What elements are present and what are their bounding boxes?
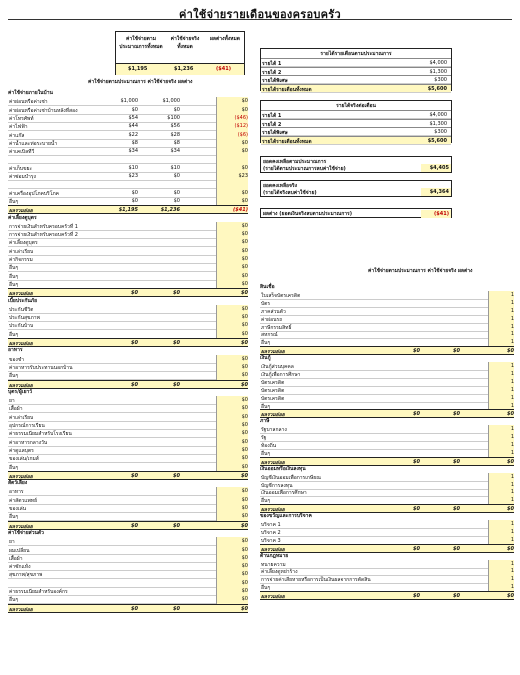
- subtotal-label: ผลรวมย่อย: [9, 341, 33, 347]
- subtotal-row: [8, 380, 248, 389]
- row-label: ค่าผ่อนหรือค่าเช่า: [9, 99, 48, 106]
- row-label: รัฐ: [261, 435, 267, 442]
- category-label: ค่าเลี้ยงดูบุตร: [8, 214, 37, 221]
- diff-value: 1: [510, 394, 514, 401]
- subtotal-act: $0: [173, 472, 180, 479]
- diff-value: $0: [241, 189, 248, 196]
- diff-box: [260, 208, 452, 218]
- subtotal-diff: $0: [241, 605, 248, 612]
- row-label: บัตรเครดิต: [261, 379, 285, 386]
- category-label: ค่าใช้จ่ายส่วนตัว: [8, 529, 44, 536]
- row-label: ประกันสุขภาพ: [9, 315, 40, 322]
- subtotal-row: [8, 288, 248, 297]
- row-label: อื่นๆ: [261, 585, 271, 592]
- right-section-header: ค่าใช้จ่ายตามประมาณการ ค่าใช้จ่ายจริง ผลต่าง: [368, 268, 473, 274]
- income-value: $5,600: [427, 85, 447, 92]
- row-label: ค่าเก็บขยะ: [9, 165, 33, 172]
- row-label: เงินกู้เพื่อการศึกษา: [261, 371, 301, 378]
- row-label: การจ่ายเงินสำหรับครอบครัวที่ 2: [9, 232, 78, 239]
- subtotal-est: $0: [131, 472, 138, 479]
- right-top-column: [260, 48, 452, 223]
- balance_act-box: [260, 180, 452, 197]
- subtotal-row: [260, 544, 514, 553]
- row-label: ค่าเลี้ยงดูบุตร: [9, 240, 38, 247]
- row-label: เงินออมเพื่อการศึกษา: [261, 490, 307, 497]
- diff-value: $0: [241, 422, 248, 428]
- row-label: ของชำ: [9, 356, 25, 363]
- income_act-box: [260, 100, 452, 143]
- row-label: อุปกรณ์การเรียน: [9, 423, 45, 429]
- category-label: ของขวัญและการบริจาค: [260, 513, 312, 520]
- subtotal-act: $0: [173, 381, 180, 388]
- est-value: $0: [131, 197, 138, 204]
- row-label: อื่นๆ: [9, 514, 19, 521]
- diff-value: 1: [510, 576, 514, 583]
- row-label: ของเล่น/เกมส์: [9, 456, 39, 463]
- title-rule: [8, 19, 512, 20]
- row-label: ค่าอาหารรับประทานนอกบ้าน: [9, 364, 73, 371]
- subtotal-est: $0: [131, 381, 138, 388]
- income-value: $4,000: [429, 112, 447, 118]
- balance_est-label: ยอดคงเหลือตามประมาณการ: [263, 159, 327, 165]
- row-label: เสื้อผ้า: [9, 406, 23, 413]
- row-label: ค่าผ่อนหรือค่าเช่าบ้านหลังที่สอง: [9, 107, 78, 114]
- income_act-header: รายได้จริงต่อเดือน: [336, 103, 376, 109]
- row-label: บริจาค 1: [261, 522, 281, 528]
- income-value: $4,000: [429, 60, 447, 66]
- subtotal-label: ผลรวมย่อย: [261, 459, 285, 466]
- diff-value: ($12): [234, 123, 248, 130]
- row-label: ค่าเล่าเรียน: [9, 248, 34, 255]
- row-label: ประกันบ้าน: [9, 323, 34, 330]
- subtotal-est: $0: [413, 348, 420, 355]
- diff-value: 1: [510, 402, 514, 409]
- income-label: รายได้ 2: [262, 121, 282, 128]
- row-label: รัฐบาลกลาง: [261, 427, 287, 434]
- subtotal-act: $0: [173, 340, 180, 346]
- balance_act-value-cell: [421, 188, 451, 196]
- row-label: ค่าซ่อมบำรุง: [9, 174, 36, 180]
- diff-value: $0: [241, 197, 248, 204]
- category-label: ภาษี: [260, 418, 270, 425]
- row-label: ใบเสร็จบัตรเครดิต: [261, 292, 301, 299]
- diff-value: $0: [241, 247, 248, 254]
- subtotal-diff: $0: [507, 593, 514, 600]
- diff-value: $0: [241, 446, 248, 453]
- row-label: บัญชีการลงทุน: [261, 482, 293, 489]
- diff-value: ($46): [234, 114, 248, 121]
- diff-value: $0: [241, 314, 248, 321]
- row-label: อื่นๆ: [9, 464, 19, 471]
- diff-value: 1: [510, 323, 514, 330]
- category-label: อาหาร: [8, 347, 23, 354]
- diff-value: 1: [510, 307, 514, 314]
- diff-value: 1: [510, 315, 514, 322]
- row-label: อื่นๆ: [261, 498, 271, 505]
- summary-header-diff: ผลต่างทั้งหมด: [209, 36, 241, 42]
- subtotal-label: ผลรวมย่อย: [9, 523, 33, 530]
- diff-value: 1: [510, 489, 514, 496]
- diff-value: $0: [241, 256, 248, 262]
- row-label: อื่นๆ: [9, 597, 19, 604]
- category-label: สัตว์เลี้ยง: [8, 480, 28, 487]
- balance_est-box: [260, 156, 452, 173]
- diff-value: 1: [510, 481, 514, 488]
- diff-value: 1: [510, 434, 514, 441]
- diff-value: $0: [241, 305, 248, 312]
- subtotal-act: $0: [453, 593, 460, 600]
- diff-value: ($6): [237, 131, 248, 138]
- act-value: $100: [167, 114, 180, 121]
- row-label: อื่นๆ: [261, 450, 271, 457]
- income-row: [261, 136, 451, 145]
- diff-value: 1: [510, 363, 514, 369]
- subtotal-est: $0: [413, 458, 420, 465]
- subtotal-est: $0: [413, 545, 420, 552]
- income-label: รายได้พิเศษ: [262, 130, 288, 136]
- row-label: ค่าดูแลบุตร: [9, 447, 34, 454]
- subtotal-act: $0: [173, 605, 180, 612]
- row-label: บริจาค 2: [261, 529, 281, 536]
- subtotal-diff: $0: [241, 472, 248, 479]
- diff-value: $0: [241, 455, 248, 462]
- row-label: ค่าโทรศัพท์: [9, 115, 34, 122]
- diff-value: 1: [510, 331, 514, 338]
- row-label: เงินกู้ส่วนบุคคล: [261, 364, 294, 370]
- diff-value: 1: [510, 426, 514, 433]
- row-label: ค่าเลี้ยงดูหย่าร้าง: [261, 569, 298, 576]
- income-value: $300: [434, 77, 447, 83]
- diff-value: 1: [510, 339, 514, 346]
- subtotal-act: $0: [453, 348, 460, 355]
- diff-value: $0: [241, 413, 248, 420]
- diff-value: $0: [241, 148, 248, 155]
- subtotal-label: ผลรวมย่อย: [261, 412, 285, 419]
- diff-value: 1: [510, 370, 514, 377]
- subtotal-est: $0: [413, 506, 420, 513]
- subtotal-act: $0: [453, 506, 460, 513]
- subtotal-row: [260, 346, 514, 355]
- subtotal-diff: $0: [507, 545, 514, 552]
- row-label: ค่าเล่าเรียน: [9, 414, 34, 421]
- diff-value: $0: [241, 463, 248, 470]
- diff-value: $0: [241, 430, 248, 437]
- act-value: $1,000: [162, 98, 180, 105]
- row-label: อื่นๆ: [9, 273, 19, 280]
- act-value: $0: [173, 189, 180, 196]
- subtotal-diff: $0: [507, 458, 514, 465]
- summary-total-act: $1,236: [174, 66, 194, 72]
- subtotal-est: $0: [131, 605, 138, 612]
- row-label: ท้องถิ่น: [261, 443, 277, 449]
- row-label: ประกันชีวิต: [9, 306, 34, 313]
- subtotal-row: [8, 604, 248, 613]
- subtotal-diff: $0: [241, 340, 248, 346]
- subtotal-label: ผลรวมย่อย: [9, 208, 33, 215]
- act-value: $10: [170, 164, 180, 171]
- diff-value: 1: [510, 584, 514, 591]
- subtotal-diff: ($41): [232, 207, 248, 214]
- balance_est-value-cell: [421, 164, 451, 172]
- diff-value: $0: [241, 280, 248, 287]
- est-value: $44: [128, 123, 138, 130]
- subtotal-act: $0: [453, 458, 460, 465]
- row-label: ค่าแก๊ส: [9, 132, 25, 139]
- act-value: $8: [173, 139, 180, 146]
- subtotal-act: $0: [173, 290, 180, 297]
- category-label: บุตร/ผู้เยาว์: [8, 388, 33, 395]
- subtotal-diff: $0: [507, 411, 514, 418]
- subtotal-row: [8, 471, 248, 480]
- diff-value: $0: [241, 363, 248, 370]
- subtotal-est: $0: [131, 290, 138, 297]
- row-label: ค่าน้ำและท่อระบายน้ำ: [9, 140, 58, 147]
- subtotal-diff: $0: [507, 348, 514, 355]
- row-label: ค่าไฟฟ้า: [9, 124, 28, 131]
- est-value: $54: [128, 114, 138, 121]
- category-label: เบี้ยประกันภัย: [8, 297, 38, 304]
- diff-value: $0: [241, 372, 248, 379]
- subtotal-est: $1,195: [118, 207, 138, 214]
- diff-label: ผลต่าง (ยอดเงินจริงลบตามประมาณการ): [263, 211, 353, 217]
- row-label: อาหาร: [9, 489, 24, 496]
- subtotal-act: $0: [453, 411, 460, 418]
- est-value: $0: [131, 189, 138, 196]
- subtotal-diff: $0: [241, 381, 248, 388]
- diff-value: 1: [510, 378, 514, 385]
- balance_est-value: $4,405: [429, 165, 449, 171]
- row-label: เสื้อผ้า: [9, 555, 23, 562]
- category-label: เงินออมหรือเงินลงทุน: [260, 465, 306, 472]
- income-value: $5,600: [427, 137, 447, 144]
- diff-value: 1: [510, 528, 514, 535]
- row-label: ค่าอาหารกลางวัน: [9, 439, 48, 446]
- page-title: ค่าใช้จ่ายรายเดือนของครอบครัว: [179, 8, 341, 21]
- row-label: ค่าสัตวแพทย์: [9, 497, 38, 504]
- row-label: อื่นๆ: [9, 281, 19, 288]
- income-row: [261, 84, 451, 93]
- diff-value: $23: [238, 173, 248, 179]
- row-label: สหกรณ์: [261, 332, 278, 339]
- diff-value: $0: [241, 563, 248, 570]
- diff-value-cell: [421, 210, 451, 218]
- subtotal-diff: $0: [241, 522, 248, 529]
- row-label: อื่นๆ: [9, 331, 19, 338]
- row-label: ยา: [9, 398, 15, 405]
- subtotal-diff: $0: [241, 290, 248, 297]
- income_est-header: รายได้รายเดือนตามประมาณการ: [320, 51, 392, 57]
- subtotal-est: $0: [413, 593, 420, 600]
- act-value: $0: [173, 197, 180, 204]
- diff-value: 1: [510, 560, 514, 567]
- subtotal-row: [260, 409, 514, 418]
- diff-value: 1: [510, 521, 514, 527]
- diff-value: 1: [510, 497, 514, 504]
- diff-value: 1: [510, 568, 514, 575]
- row-label: ค่ากิจกรรม: [9, 257, 33, 263]
- row-label: ค่าซักแห้ง: [9, 564, 31, 571]
- diff-value: $0: [241, 588, 248, 594]
- income-label: รายได้ 1: [262, 113, 282, 119]
- subtotal-act: $0: [453, 545, 460, 552]
- summary-values-row: [116, 63, 244, 75]
- diff-value: $0: [241, 496, 248, 503]
- balance_act-label: ยอดคงเหลือจริง: [263, 183, 298, 189]
- diff-value: $0: [241, 106, 248, 113]
- row-label: ภาษีกรรมสิทธิ์: [261, 324, 292, 331]
- income-label: รายได้รายเดือนทั้งหมด: [262, 138, 312, 145]
- income-label: รายได้ 2: [262, 69, 282, 76]
- act-value: $56: [170, 123, 180, 130]
- subtotal-label: ผลรวมย่อย: [261, 349, 285, 356]
- row-label: ของเล่น: [9, 506, 27, 512]
- row-label: การจ่ายค่าเสียหายหรือการเป็นเงินผลจากการตัดสิน: [261, 577, 371, 584]
- subtotal-label: ผลรวมย่อย: [261, 594, 285, 601]
- diff-value: $0: [241, 139, 248, 146]
- subtotal-est: $0: [131, 340, 138, 346]
- subtotal-act: $1,236: [160, 207, 180, 214]
- income-label: รายได้ 1: [262, 61, 282, 67]
- row-label: ค่าธรรมเนียมสำหรับองค์กร: [9, 589, 68, 595]
- row-label: บัตรเครดิต: [261, 395, 285, 402]
- row-label: บริจาค 3: [261, 537, 281, 544]
- subtotal-label: ผลรวมย่อย: [9, 606, 33, 613]
- row-label: บัตรเครดิต: [261, 387, 285, 394]
- subtotal-label: ผลรวมย่อย: [9, 291, 33, 298]
- income-value: $1,300: [429, 120, 447, 127]
- summary-header-act: ค่าใช้จ่ายจริงทั้งหมด: [170, 36, 200, 50]
- left-section-header: ค่าใช้จ่ายตามประมาณการ ค่าใช้จ่ายจริง ผลต่าง: [88, 79, 193, 85]
- summary-total-diff: ($41): [216, 66, 232, 72]
- diff-value: $0: [241, 239, 248, 246]
- row-label: ค่าเครื่องอุปโภคบริโภค: [9, 190, 60, 197]
- row-label: ผมเปลี่ยน: [9, 547, 30, 554]
- diff-value: $0: [241, 164, 248, 171]
- subtotal-label: ผลรวมย่อย: [9, 382, 33, 389]
- row-label: สุขภาพ/สุขภาพ: [9, 572, 43, 579]
- row-label: ค่าธรรมเนียมสำหรับโรงเรียน: [9, 431, 72, 438]
- est-value: $8: [131, 139, 138, 146]
- diff-value: $0: [241, 231, 248, 238]
- row-label: ยา: [9, 539, 15, 546]
- subtotal-diff: $0: [507, 506, 514, 513]
- row-label: ค่าเคเบิลทีวี: [9, 149, 35, 156]
- diff-value: $0: [241, 538, 248, 545]
- summary-total-est: $1,195: [128, 66, 148, 72]
- diff-value: $0: [241, 264, 248, 271]
- act-value: $34: [170, 148, 180, 155]
- diff-value: $0: [241, 488, 248, 495]
- balance_act-sublabel: (รายได้จริงลบค่าใช้จ่าย): [263, 190, 317, 196]
- balance_est-sublabel: (รายได้ตามประมาณการลบค่าใช้จ่าย): [263, 166, 346, 172]
- row-label: บัญชีเงินออมเพื่อการเกษียณ: [261, 474, 321, 481]
- est-value: $23: [128, 173, 138, 179]
- diff-value: ($41): [433, 211, 449, 217]
- subtotal-label: ผลรวมย่อย: [9, 473, 33, 480]
- row-label: อื่นๆ: [9, 198, 19, 205]
- category-label: เงินกู้: [260, 355, 271, 362]
- row-label: อื่นๆ: [261, 403, 271, 410]
- diff-value: $0: [241, 546, 248, 553]
- diff-value: $0: [241, 596, 248, 603]
- est-value: $0: [131, 106, 138, 113]
- diff-value: $0: [241, 554, 248, 561]
- income-label: รายได้พิเศษ: [262, 78, 288, 84]
- category-label: สินเชื่อ: [260, 284, 275, 290]
- subtotal-row: [8, 338, 248, 347]
- income-value: $300: [434, 129, 447, 135]
- est-value: $22: [128, 131, 138, 138]
- category-label: ด้านกฎหมาย: [260, 552, 289, 559]
- subtotal-label: ผลรวมย่อย: [261, 507, 285, 514]
- subtotal-est: $0: [131, 522, 138, 529]
- est-value: $34: [128, 148, 138, 155]
- row-label: ทนายความ: [261, 561, 286, 568]
- diff-value: $0: [241, 222, 248, 229]
- summary-header-est: ค่าใช้จ่ายตามประมาณการทั้งหมด: [119, 36, 163, 50]
- act-value: $28: [170, 131, 180, 138]
- diff-value: $0: [241, 513, 248, 520]
- row-label: บัตร: [261, 300, 271, 307]
- diff-value: $0: [241, 322, 248, 329]
- diff-value: 1: [510, 536, 514, 543]
- row-label: อื่นๆ: [261, 340, 271, 347]
- diff-value: $0: [241, 571, 248, 578]
- subtotal-act: $0: [173, 522, 180, 529]
- diff-value: 1: [510, 291, 514, 298]
- diff-value: $0: [241, 397, 248, 404]
- summary-table: [115, 31, 245, 75]
- income-label: รายได้รายเดือนทั้งหมด: [262, 86, 312, 93]
- diff-value: $0: [241, 330, 248, 337]
- row-label: ภาคส่วนตัว: [261, 308, 286, 315]
- diff-value: 1: [510, 473, 514, 480]
- row-label: ค่าผ่อนรถ: [261, 316, 283, 323]
- subtotal-row: [8, 205, 248, 214]
- diff-value: $0: [241, 405, 248, 412]
- subtotal-row: [8, 521, 248, 530]
- subtotal-label: ผลรวมย่อย: [261, 546, 285, 553]
- est-value: $10: [128, 164, 138, 171]
- balance_act-value: $4,364: [429, 189, 449, 195]
- diff-value: $0: [241, 579, 248, 586]
- diff-value: 1: [510, 299, 514, 306]
- row-label: อื่นๆ: [9, 265, 19, 272]
- act-value: $0: [173, 173, 180, 179]
- diff-value: 1: [510, 442, 514, 448]
- income_est-box: [260, 48, 452, 91]
- diff-value: $0: [241, 505, 248, 511]
- diff-value: $0: [241, 438, 248, 445]
- diff-value: $0: [241, 272, 248, 279]
- income-value: $1,300: [429, 68, 447, 75]
- left-column: [8, 89, 248, 669]
- diff-value: 1: [510, 449, 514, 456]
- diff-value: 1: [510, 386, 514, 393]
- row-label: การจ่ายเงินสำหรับครอบครัวที่ 1: [9, 223, 78, 230]
- diff-value: $0: [241, 98, 248, 105]
- subtotal-est: $0: [413, 411, 420, 418]
- category-label: ค่าใช้จ่ายภายในบ้าน: [8, 90, 53, 96]
- row-label: อื่นๆ: [9, 373, 19, 380]
- act-value: $0: [173, 106, 180, 113]
- est-value: $1,000: [120, 98, 138, 105]
- diff-value: $0: [241, 355, 248, 362]
- subtotal-row: [260, 591, 514, 600]
- right-column: [260, 283, 514, 673]
